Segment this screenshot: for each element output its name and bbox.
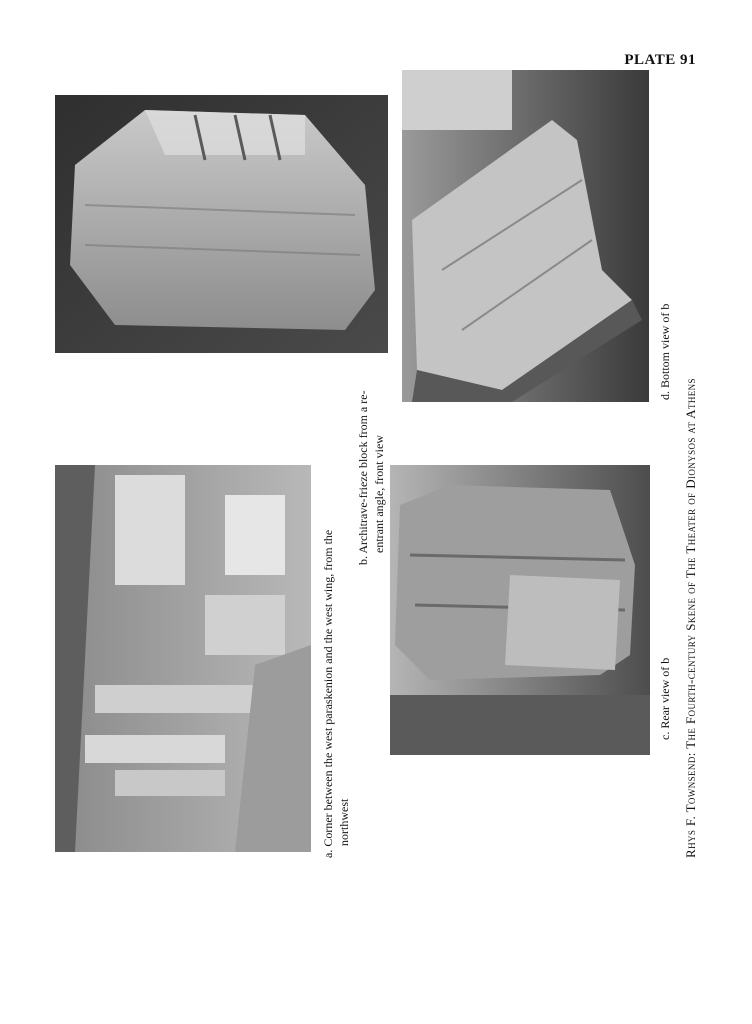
photo-a-corner-paraskenion bbox=[55, 465, 311, 852]
caption-d bbox=[657, 260, 673, 400]
plate-label: PLATE 91 bbox=[624, 52, 696, 68]
caption-c bbox=[657, 620, 673, 740]
caption-a bbox=[320, 458, 352, 858]
running-title bbox=[683, 148, 699, 858]
caption-d-text: d. Bottom view of b bbox=[658, 303, 672, 400]
photo-c-rear-view bbox=[390, 465, 650, 755]
photo-d-bottom-view bbox=[402, 70, 649, 402]
caption-b bbox=[355, 355, 387, 565]
caption-a-line2: northwest bbox=[337, 798, 351, 846]
photo-b-architrave-front bbox=[55, 95, 388, 353]
running-title-text: Rhys F. Townsend: The Fourth-century Skene of The Theater of Dionysos at Athens bbox=[683, 378, 698, 858]
caption-b-line2: entrant angle, front view bbox=[372, 435, 386, 553]
caption-c-text: c. Rear view of b bbox=[658, 657, 672, 740]
caption-b-line1: b. Architrave-frieze block from a re- bbox=[356, 390, 370, 565]
caption-a-line1: a. Corner between the west paraskenion and the west wing, from the bbox=[321, 529, 335, 858]
